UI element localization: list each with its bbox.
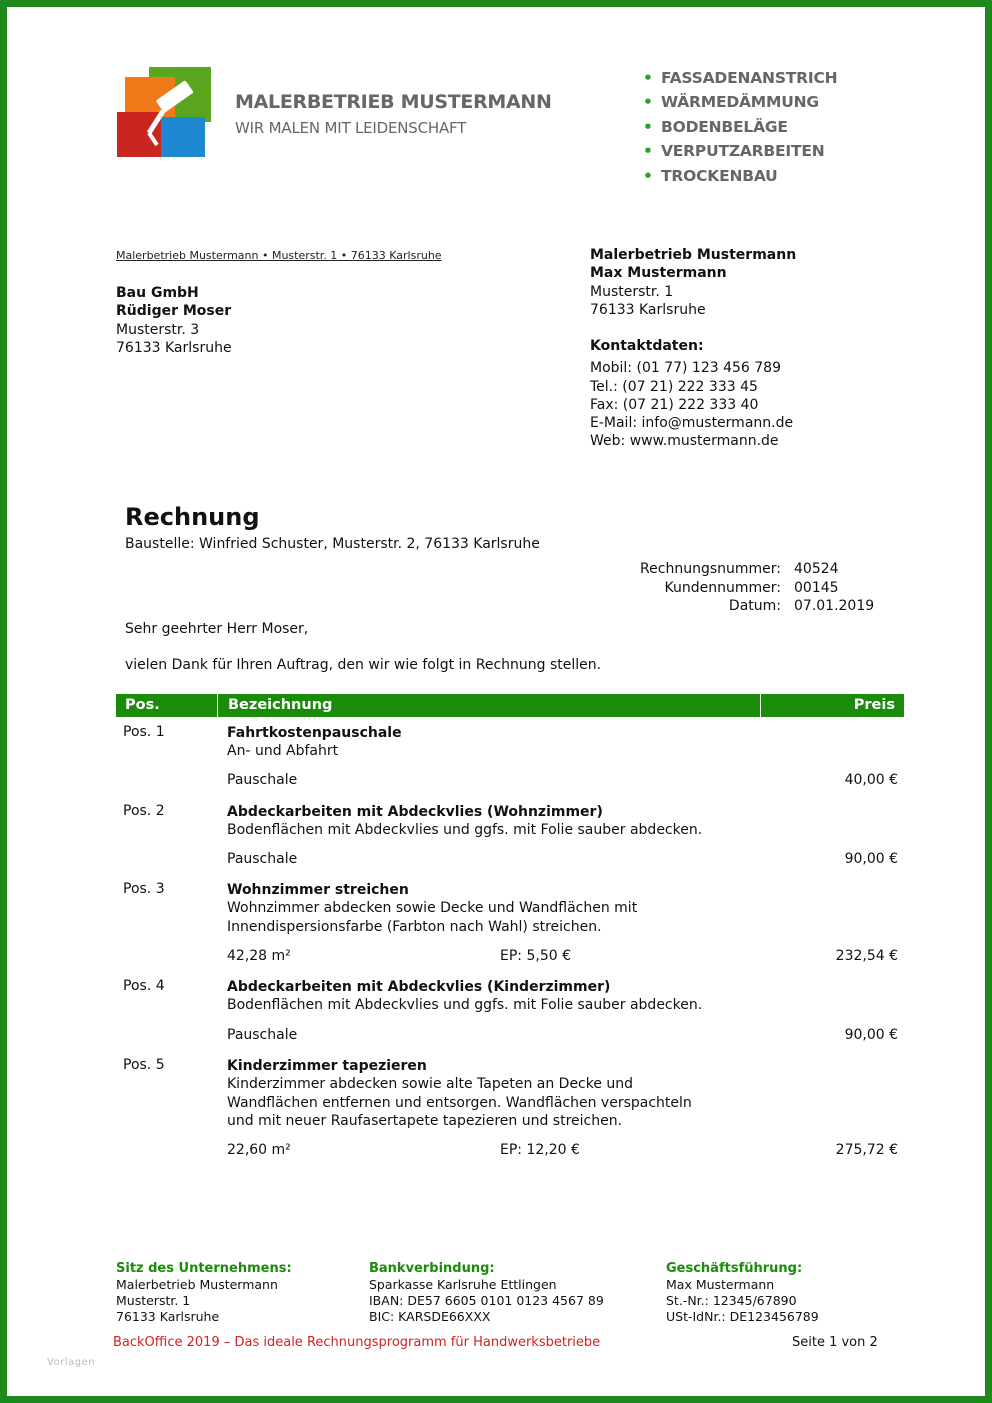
item-description bbox=[227, 978, 702, 1015]
item-quantity: 22,60 m² bbox=[227, 1142, 291, 1158]
item-line: Bodenflächen mit Abdeckvlies und ggfs. mit Folie sauber abdecken. bbox=[227, 822, 703, 839]
service-item: • FASSADENANSTRICH bbox=[643, 69, 838, 87]
item-line: Wandflächen entfernen und entsorgen. Wandflächen verspachteln bbox=[227, 1094, 692, 1111]
item-description bbox=[227, 724, 402, 761]
header-description: Bezeichnung bbox=[218, 694, 761, 717]
service-item: • VERPUTZARBEITEN bbox=[643, 142, 825, 161]
invoice-meta bbox=[567, 560, 874, 616]
item-line: Kinderzimmer abdecken sowie alte Tapeten an Decke und bbox=[227, 1076, 634, 1093]
recipient-company: Bau GmbH bbox=[116, 285, 199, 301]
sender-person: Max Mustermann bbox=[590, 265, 727, 282]
page-number: Seite 1 von 2 bbox=[792, 1335, 878, 1350]
item-description bbox=[227, 803, 702, 840]
footer-line: Malerbetrieb Mustermann bbox=[116, 1277, 278, 1292]
sender-city: 76133 Karlsruhe bbox=[590, 301, 706, 318]
item-pos: Pos. 1 bbox=[123, 724, 165, 740]
invoice-title: Rechnung bbox=[125, 503, 260, 531]
bullet-icon: • bbox=[643, 117, 653, 136]
footer-line: Max Mustermann bbox=[666, 1277, 775, 1292]
item-title: Wohnzimmer streichen bbox=[227, 882, 409, 898]
bullet-icon: • bbox=[643, 93, 653, 112]
contact-phone: Tel.: (07 21) 222 333 45 bbox=[590, 378, 758, 395]
item-unit-price: EP: 12,20 € bbox=[500, 1142, 580, 1158]
sender-line: Malerbetrieb Mustermann • Musterstr. 1 • 76133 Karlsruhe bbox=[116, 249, 442, 262]
header-pos: Pos. bbox=[116, 694, 218, 717]
item-quantity: 42,28 m² bbox=[227, 948, 291, 964]
sender-address bbox=[590, 246, 796, 319]
footer-bank bbox=[369, 1261, 604, 1325]
item-line: Wohnzimmer abdecken sowie Decke und Wandflächen mit bbox=[227, 900, 638, 917]
greeting: Sehr geehrter Herr Moser, bbox=[125, 621, 309, 637]
footer-line: Sparkasse Karlsruhe Ettlingen bbox=[369, 1277, 557, 1292]
item-pos: Pos. 2 bbox=[123, 803, 165, 819]
company-tagline: WIR MALEN MIT LEIDENSCHAFT bbox=[235, 119, 467, 137]
recipient-address bbox=[116, 284, 232, 357]
footer-management bbox=[666, 1261, 819, 1325]
contact-mobile: Mobil: (01 77) 123 456 789 bbox=[590, 360, 781, 377]
item-price: 40,00 € bbox=[844, 772, 898, 788]
item-quantity: Pauschale bbox=[227, 772, 298, 788]
company-logo bbox=[117, 67, 211, 157]
sender-street: Musterstr. 1 bbox=[590, 283, 674, 300]
item-price: 90,00 € bbox=[844, 1027, 898, 1043]
table-row bbox=[116, 881, 904, 971]
meta-row: Rechnungsnummer: 40524 bbox=[640, 561, 839, 577]
item-line: An- und Abfahrt bbox=[227, 743, 339, 760]
footer-line: St.-Nr.: 12345/67890 bbox=[666, 1293, 797, 1308]
footer-seat bbox=[116, 1261, 292, 1325]
header-price: Preis bbox=[761, 694, 904, 717]
footer-line: USt-IdNr.: DE123456789 bbox=[666, 1309, 819, 1324]
services-list bbox=[643, 69, 837, 191]
footer-seat-heading: Sitz des Unternehmens: bbox=[116, 1261, 292, 1276]
invoice-number: 40524 bbox=[794, 561, 839, 577]
watermark: Vorlagen bbox=[47, 1357, 96, 1368]
recipient-person: Rüdiger Moser bbox=[116, 303, 232, 320]
item-line: Innendispersionsfarbe (Farbton nach Wahl) streichen. bbox=[227, 918, 602, 935]
meta-row: Kundennummer: 00145 bbox=[664, 579, 839, 596]
footer-line: 76133 Karlsruhe bbox=[116, 1309, 220, 1324]
item-price: 275,72 € bbox=[835, 1142, 898, 1158]
footer-management-heading: Geschäftsführung: bbox=[666, 1261, 803, 1276]
table-row bbox=[116, 803, 904, 873]
footer-line: BIC: KARSDE66XXX bbox=[369, 1309, 491, 1324]
item-title: Fahrtkostenpauschale bbox=[227, 725, 402, 741]
footer-line: Musterstr. 1 bbox=[116, 1293, 191, 1308]
item-pos: Pos. 3 bbox=[123, 881, 165, 897]
customer-number: 00145 bbox=[794, 579, 839, 596]
contact-email: E-Mail: info@mustermann.de bbox=[590, 415, 794, 432]
intro-text: vielen Dank für Ihren Auftrag, den wir wie folgt in Rechnung stellen. bbox=[125, 657, 602, 673]
item-title: Abdeckarbeiten mit Abdeckvlies (Kinderzimmer) bbox=[227, 979, 611, 995]
item-title: Kinderzimmer tapezieren bbox=[227, 1058, 427, 1074]
item-unit-price: EP: 5,50 € bbox=[500, 948, 571, 964]
service-item: • TROCKENBAU bbox=[643, 166, 778, 185]
table-row bbox=[116, 724, 904, 794]
contact-web: Web: www.mustermann.de bbox=[590, 433, 779, 450]
item-price: 90,00 € bbox=[844, 851, 898, 867]
service-item: • BODENBELÄGE bbox=[643, 117, 788, 136]
item-pos: Pos. 5 bbox=[123, 1057, 165, 1073]
footer-line: IBAN: DE57 6605 0101 0123 4567 89 bbox=[369, 1293, 604, 1308]
recipient-street: Musterstr. 3 bbox=[116, 321, 200, 338]
invoice-date: 07.01.2019 bbox=[794, 598, 875, 614]
item-price: 232,54 € bbox=[835, 948, 898, 964]
item-quantity: Pauschale bbox=[227, 1027, 298, 1043]
bullet-icon: • bbox=[643, 142, 653, 161]
contact-block bbox=[590, 337, 793, 451]
table-header bbox=[116, 694, 904, 717]
contact-heading: Kontaktdaten: bbox=[590, 338, 704, 354]
table-row bbox=[116, 1057, 904, 1167]
meta-row: Datum: 07.01.2019 bbox=[728, 598, 875, 614]
sender-company: Malerbetrieb Mustermann bbox=[590, 247, 797, 263]
item-line: und mit neuer Raufasertapete tapezieren und streichen. bbox=[227, 1112, 623, 1129]
service-item: • WÄRMEDÄMMUNG bbox=[643, 93, 819, 112]
bullet-icon: • bbox=[643, 166, 653, 185]
item-description bbox=[227, 1057, 692, 1130]
item-description bbox=[227, 881, 637, 936]
item-quantity: Pauschale bbox=[227, 851, 298, 867]
company-name: MALERBETRIEB MUSTERMANN bbox=[235, 91, 552, 113]
bullet-icon: • bbox=[643, 69, 653, 87]
table-row bbox=[116, 978, 904, 1048]
promo-text: BackOffice 2019 – Das ideale Rechnungsprogramm für Handwerksbetriebe bbox=[113, 1335, 601, 1350]
contact-fax: Fax: (07 21) 222 333 40 bbox=[590, 396, 759, 413]
item-title: Abdeckarbeiten mit Abdeckvlies (Wohnzimmer) bbox=[227, 804, 603, 820]
footer-bank-heading: Bankverbindung: bbox=[369, 1261, 495, 1276]
recipient-city: 76133 Karlsruhe bbox=[116, 339, 232, 356]
construction-site: Baustelle: Winfried Schuster, Musterstr. 2, 76133 Karlsruhe bbox=[125, 536, 540, 552]
item-pos: Pos. 4 bbox=[123, 978, 165, 994]
item-line: Bodenflächen mit Abdeckvlies und ggfs. mit Folie sauber abdecken. bbox=[227, 997, 703, 1014]
